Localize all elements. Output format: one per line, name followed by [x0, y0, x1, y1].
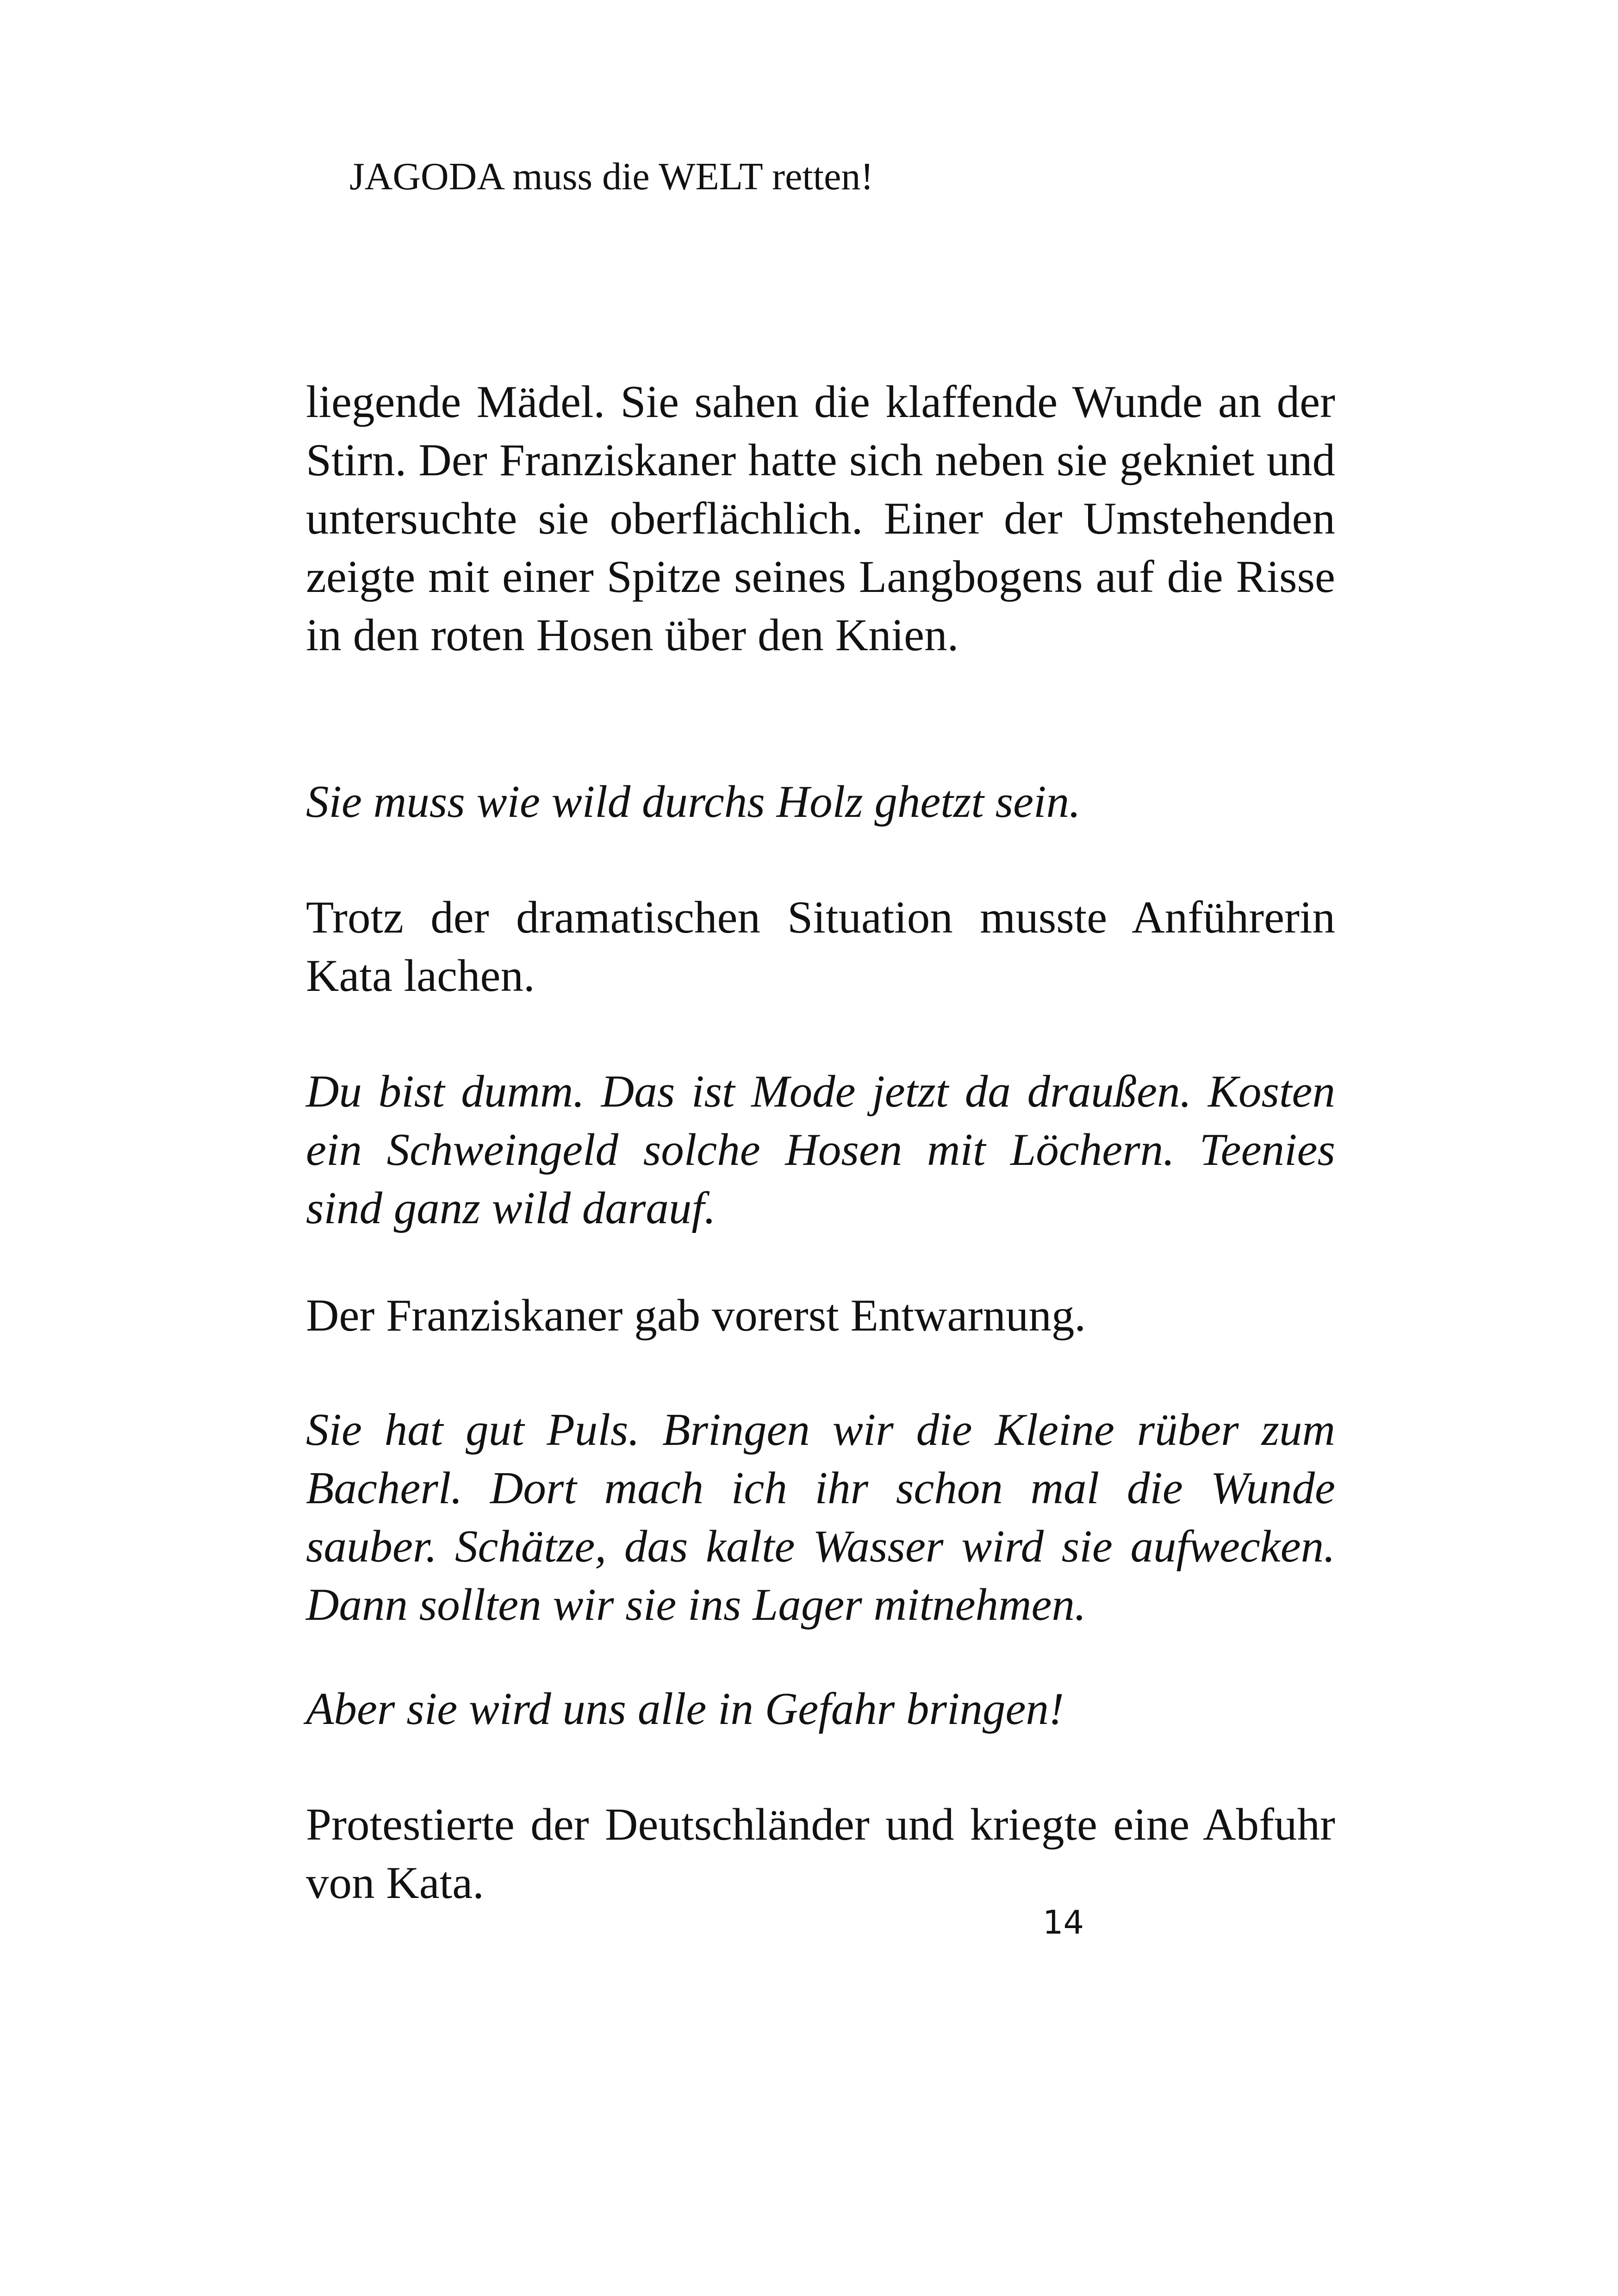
paragraph-narration-2: Trotz der dramatischen Situation musste Anführerin Kata lachen. — [306, 892, 1335, 1001]
page-number: 14 — [1043, 1904, 1084, 1941]
paragraph-dialogue-2: Du bist dumm. Das ist Mode jetzt da draußen. Kosten ein Schweingeld solche Hosen mit Löchern. Teenies sind ganz wild darauf. — [306, 1066, 1335, 1233]
running-header: JAGODA muss die WELT retten! — [349, 155, 874, 198]
paragraph-narration-4: Protestierte der Deutschländer und kriegte eine Abfuhr von Kata. — [306, 1799, 1335, 1908]
paragraph-narration-1: liegende Mädel. Sie sahen die klaffende Wunde an der Stirn. Der Franziskaner hatte sich neben sie gekniet und untersuchte sie oberflächlich. Einer der Umstehenden zeigte mit einer Spitze seines Langbogens auf die Risse in den roten Hosen über den Knien. — [306, 377, 1335, 660]
paragraph-dialogue-4: Aber sie wird uns alle in Gefahr bringen! — [306, 1684, 1064, 1734]
paragraph-dialogue-3: Sie hat gut Puls. Bringen wir die Kleine rüber zum Bacherl. Dort mach ich ihr schon mal die Wunde sauber. Schätze, das kalte Wasser wird sie aufwecken. Dann sollten wir sie ins Lager mitnehmen. — [306, 1405, 1335, 1630]
paragraph-dialogue-1: Sie muss wie wild durchs Holz ghetzt sein. — [306, 777, 1081, 827]
paragraph-narration-3: Der Franziskaner gab vorerst Entwarnung. — [306, 1290, 1086, 1341]
